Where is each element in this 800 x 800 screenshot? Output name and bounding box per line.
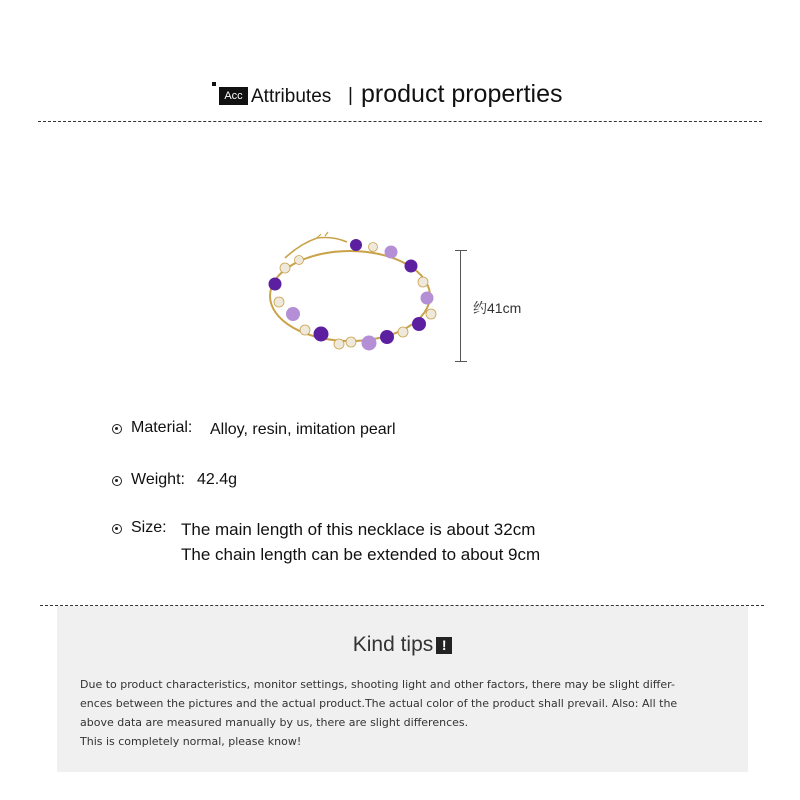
header-dot [212,82,216,86]
stone-light-purple [362,336,377,351]
dimension-marker [455,250,467,362]
stone-pearl [426,309,436,319]
tips-line: above data are measured manually by us, there are slight differences. [80,716,469,729]
spec-label: Weight: [131,471,185,488]
stone-pearl [369,243,378,252]
section-header [0,80,800,116]
tips-line: ences between the pictures and the actual product.The actual color of the product shall prevail. Also: All the [80,697,678,710]
tips-title-row [57,633,748,657]
stone-purple [380,330,394,344]
spec-label: Material: [131,419,193,436]
spec-value: Alloy, resin, imitation pearl [210,421,396,438]
stone-purple [314,327,329,342]
tips-body [80,675,735,751]
stone-pearl [334,339,344,349]
bullet-icon [112,524,122,534]
bullet-icon [112,476,122,486]
necklace-stones [269,239,437,351]
stone-purple [412,317,426,331]
attributes-label: Attributes [251,86,332,107]
stone-light-purple [286,307,300,321]
tips-title: Kind tips [352,633,434,656]
exclamation-icon: ! [436,637,452,654]
stone-light-purple [421,292,434,305]
stone-pearl [280,263,290,273]
stone-purple [350,239,362,251]
tips-line: This is completely normal, please know! [80,735,302,748]
page-title: product properties [361,80,563,108]
stone-purple [405,260,418,273]
stone-pearl [398,327,408,337]
stone-pearl [418,277,428,287]
stone-pearl [300,325,310,335]
divider-top [38,121,762,122]
spec-value-line2: The chain length can be extended to about 9cm [181,545,541,564]
dimension-label: 约41cm [473,300,522,316]
spec-value: The main length of this necklace is about 32cm [181,520,536,539]
bullet-icon [112,424,122,434]
stone-pearl [274,297,284,307]
spec-label: Size: [131,519,167,536]
stone-pearl [346,337,356,347]
acc-badge: Acc [219,87,248,105]
stone-light-purple [385,246,398,259]
stone-purple [269,278,282,291]
tips-line: Due to product characteristics, monitor settings, shooting light and other factors, there may be slight differ- [80,678,675,691]
kind-tips-panel [57,606,748,772]
necklace-image [255,230,445,360]
header-separator: | [348,85,353,106]
stone-pearl [295,256,304,265]
spec-value: 42.4g [197,471,238,488]
